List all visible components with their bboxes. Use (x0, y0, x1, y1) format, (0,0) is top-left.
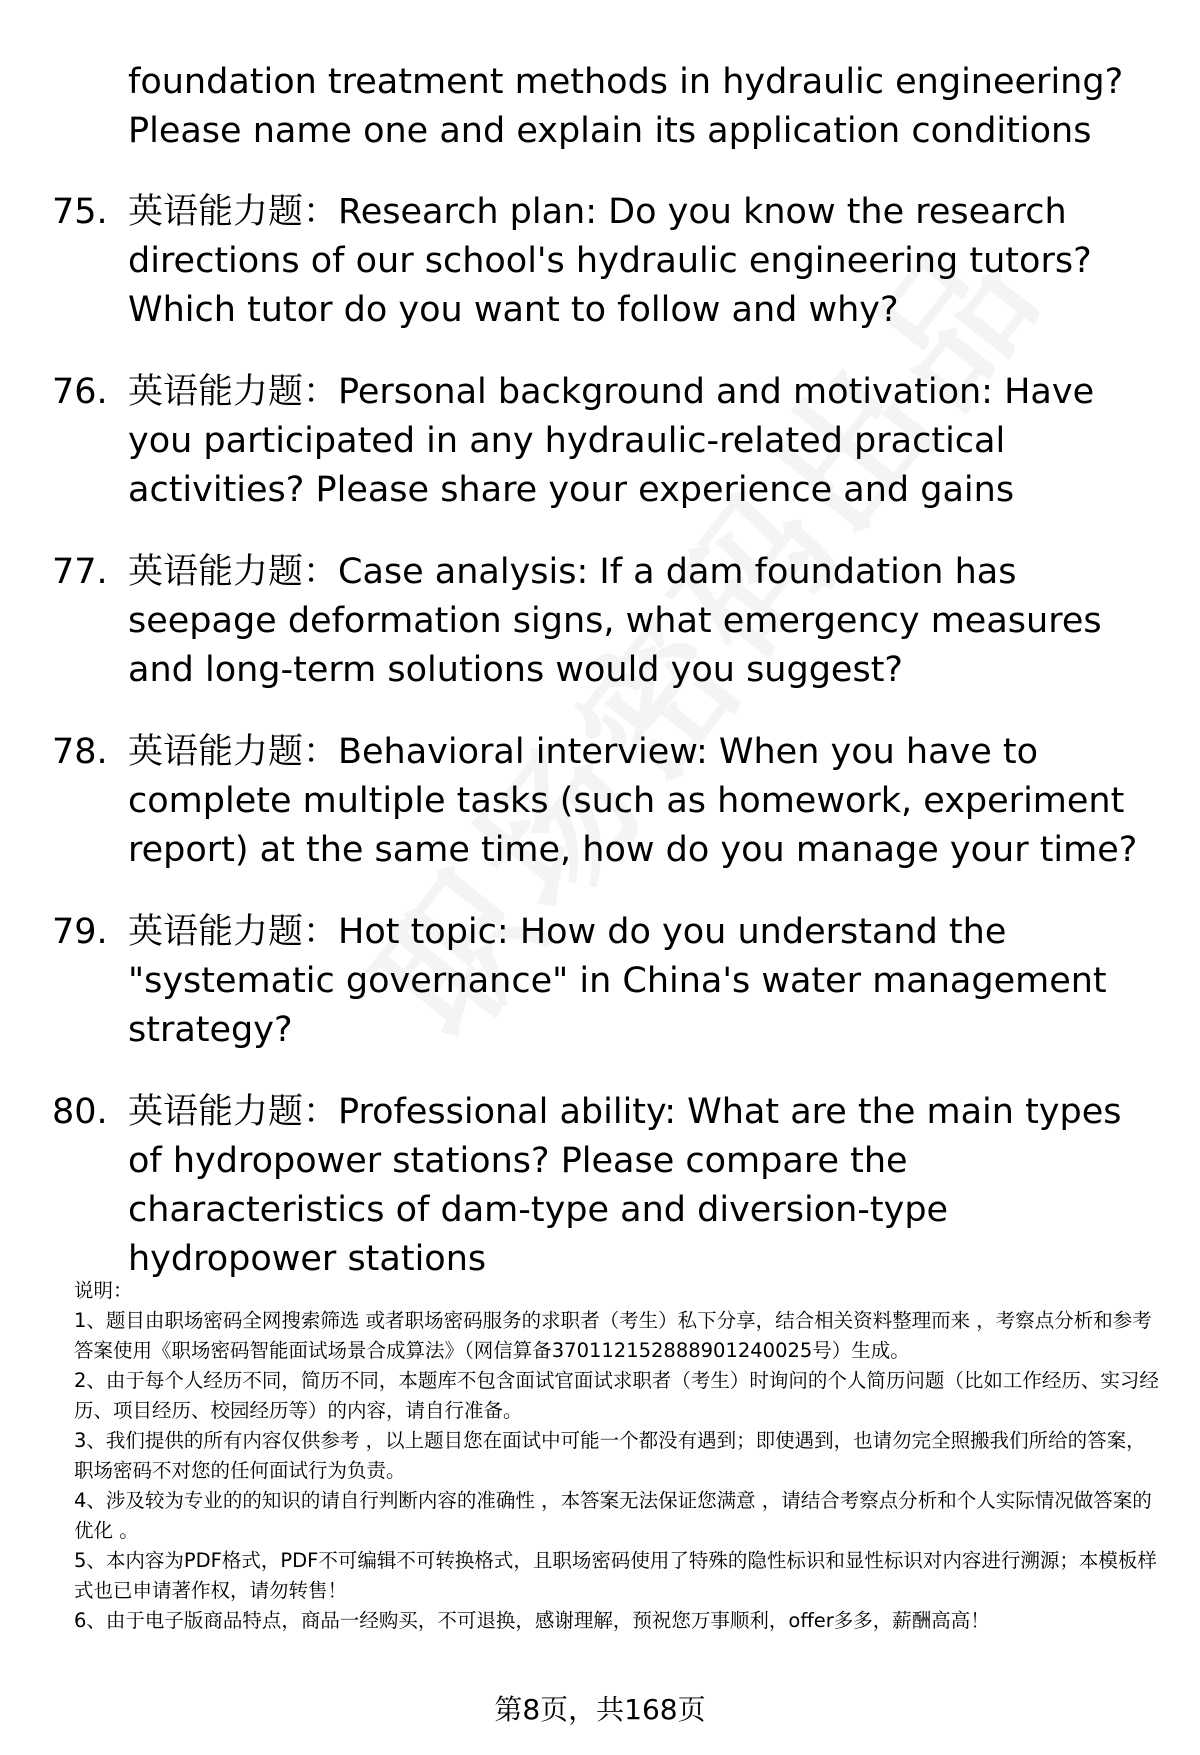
question-number: 80. (52, 1092, 108, 1132)
question-number: 79. (52, 912, 108, 952)
question-list (52, 188, 1172, 1317)
question-item (52, 908, 1172, 1055)
page-number: 第8页，共168页 (494, 1693, 706, 1726)
question-number: 78. (52, 732, 108, 772)
question-item (52, 728, 1172, 875)
question-text: 英语能力题：Behavioral interview: When you have to complete multiple tasks (such as homework, experiment report) at the same time, how do you manage your time? (128, 732, 1138, 870)
question-text: 英语能力题：Hot topic: How do you understand the "systematic governance" in China's water management strategy? (128, 912, 1107, 1050)
question-text: 英语能力题：Case analysis: If a dam foundation has seepage deformation signs, what emergency measures and long-term solutions would you suggest? (128, 552, 1102, 690)
note-item: 2、由于每个人经历不同，简历不同，本题库不包含面试官面试求职者（考生）时询问的个人简历问题（比如工作经历、实习经历、项目经历、校园经历等）的内容，请自行准备。 (74, 1369, 1159, 1422)
note-item: 6、由于电子版商品特点，商品一经购买，不可退换，感谢理解，预祝您万事顺利，offer多多，薪酬高高！ (74, 1609, 990, 1632)
continuation-text: foundation treatment methods in hydraulic engineering? Please name one and explain its application conditions (128, 62, 1124, 151)
question-text: 英语能力题：Research plan: Do you know the research directions of our school's hydraulic engineering tutors? Which tutor do you want to follow and why? (128, 192, 1092, 330)
note-item: 3、我们提供的所有内容仅供参考 ，以上题目您在面试中可能一个都没有遇到；即使遇到，也请勿完全照搬我们所给的答案，职场密码不对您的任何面试行为负责。 (74, 1429, 1146, 1482)
note-item: 1、题目由职场密码全网搜索筛选 或者职场密码服务的求职者（考生）私下分享，结合相关资料整理而来 ，考察点分析和参考答案使用《职场密码智能面试场景合成算法》（网信算备370112152888901240025号）生成。 (74, 1309, 1152, 1362)
question-text: 英语能力题：Personal background and motivation: Have you participated in any hydraulic-related practical activities? Please share your experience and gains (128, 372, 1095, 510)
note-item: 4、涉及较为专业的的知识的请自行判断内容的准确性 ，本答案无法保证您满意 ，请结合考察点分析和个人实际情况做答案的优化 。 (74, 1489, 1152, 1542)
question-item (52, 548, 1172, 695)
question-text: 英语能力题：Professional ability: What are the main types of hydropower stations? Please compare the characteristics of dam-type and diversion-type hydropower stations (128, 1092, 1122, 1279)
question-number: 76. (52, 372, 108, 412)
question-item (52, 368, 1172, 515)
notes-section (74, 1276, 1160, 1636)
question-item (52, 188, 1172, 335)
question-number: 77. (52, 552, 108, 592)
question-number: 75. (52, 192, 108, 232)
notes-heading: 说明： (74, 1279, 133, 1302)
question-item (52, 1088, 1172, 1284)
note-item: 5、本内容为PDF格式，PDF不可编辑不可转换格式，且职场密码使用了特殊的隐性标识和显性标识对内容进行溯源；本模板样式也已申请著作权，请勿转售！ (74, 1549, 1157, 1602)
